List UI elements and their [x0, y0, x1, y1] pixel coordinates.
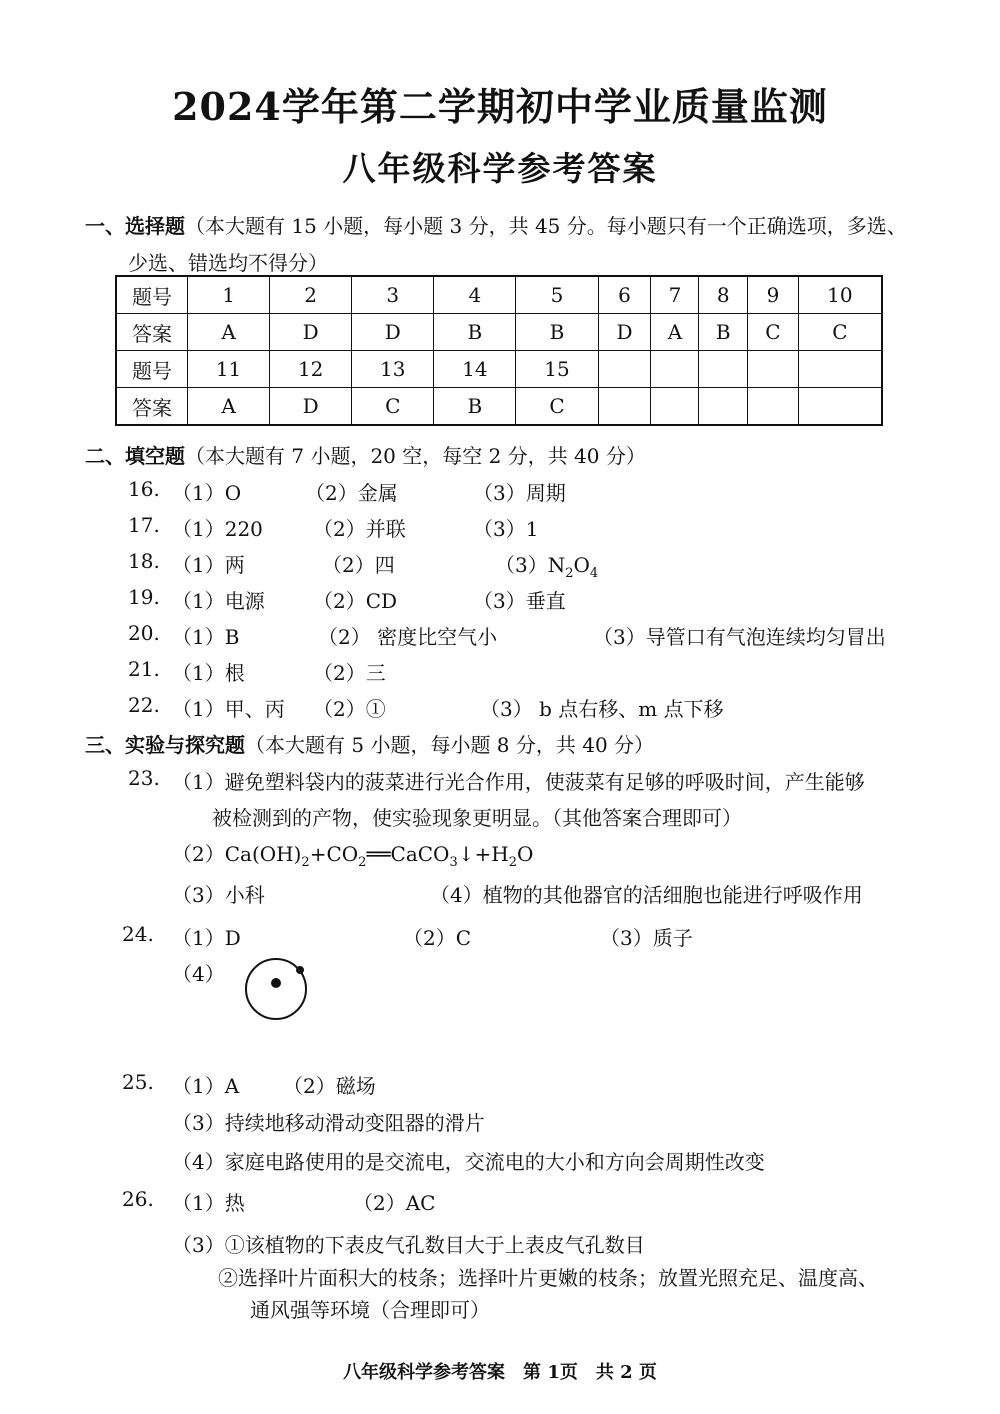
answer-cell: D [598, 314, 651, 351]
q18-answer-2: （2）四 [322, 553, 395, 577]
table-row [116, 351, 882, 388]
empty-cell [798, 351, 882, 388]
empty-cell [598, 388, 651, 426]
q24-number: 24. [122, 922, 154, 946]
row-label-answer: 答案 [116, 314, 188, 351]
q19-number: 19. [128, 585, 160, 609]
question-number: 10 [798, 276, 882, 314]
question-number: 3 [352, 276, 434, 314]
question-number: 4 [434, 276, 516, 314]
answer-cell: D [270, 314, 352, 351]
page-subtitle: 八年级科学参考答案 [342, 149, 658, 188]
q26-answer-2: （2）AC [353, 1191, 436, 1215]
q24-answer-2: （2）C [403, 926, 472, 950]
q16-answer-3: （3）周期 [473, 481, 566, 505]
answer-cell: A [651, 314, 699, 351]
page-title: 2024学年第二学期初中学业质量监测 [172, 84, 828, 129]
q22-answer-2: （2）① [313, 697, 386, 721]
question-number: 6 [598, 276, 651, 314]
choice-answer-table [115, 275, 883, 426]
q23-answer-4: （4）植物的其他器官的活细胞也能进行呼吸作用 [430, 883, 863, 907]
question-number: 11 [188, 351, 270, 388]
q26-answer-1: （1）热 [172, 1191, 245, 1215]
answer-cell: B [434, 314, 516, 351]
question-number: 5 [516, 276, 598, 314]
q22-number: 22. [128, 693, 160, 717]
answer-cell: C [748, 314, 799, 351]
table-row [116, 276, 882, 314]
answer-cell: C [352, 388, 434, 426]
q25-answer-4: （4）家庭电路使用的是交流电，交流电的大小和方向会周期性改变 [172, 1150, 765, 1174]
q19-answer-3: （3）垂直 [473, 589, 566, 613]
q21-answer-2: （2）三 [313, 661, 386, 685]
page-footer: 八年级科学参考答案 第 1页 共 2 页 [343, 1362, 657, 1383]
q22-answer-3: （3） b 点右移、m 点下移 [480, 697, 724, 721]
question-number: 7 [651, 276, 699, 314]
q23-answer-1-line1: （1）避免塑料袋内的菠菜进行光合作用，使菠菜有足够的呼吸时间，产生能够 [172, 770, 865, 794]
q23-answer-3: （3）小科 [172, 883, 265, 907]
question-number: 14 [434, 351, 516, 388]
q16-number: 16. [128, 477, 160, 501]
empty-cell [748, 388, 799, 426]
answer-cell: B [516, 314, 598, 351]
empty-cell [798, 388, 882, 426]
section3-heading: 三、实验与探究题 [85, 733, 245, 757]
q26-answer-3-line3: 通风强等环境（合理即可） [250, 1298, 490, 1322]
q25-answer-1: （1）A [172, 1074, 240, 1098]
question-number: 13 [352, 351, 434, 388]
q21-number: 21. [128, 657, 160, 681]
row-label-number: 题号 [116, 351, 188, 388]
q24-answer-3: （3）质子 [600, 926, 693, 950]
q20-answer-1: （1）B [172, 625, 240, 649]
section3-desc: （本大题有 5 小题，每小题 8 分，共 40 分） [245, 733, 655, 757]
section1-heading: 一、选择题 [85, 214, 185, 238]
question-number: 1 [188, 276, 270, 314]
row-label-answer: 答案 [116, 388, 188, 426]
q25-answer-3: （3）持续地移动滑动变阻器的滑片 [172, 1111, 485, 1135]
answer-cell: A [188, 388, 270, 426]
q16-answer-2: （2）金属 [305, 481, 398, 505]
empty-cell [651, 388, 699, 426]
empty-cell [598, 351, 651, 388]
atom-electron-dot [296, 966, 304, 974]
table-row [116, 388, 882, 426]
q17-answer-2: （2）并联 [313, 517, 406, 541]
q23-answer-2-equation: $(2)Ca(OH)_2+CO_2══CaCO_3↓+H_2O$ [172, 842, 534, 870]
answer-cell: B [434, 388, 516, 426]
section1-desc-line2: 少选、错选均不得分） [128, 251, 328, 275]
q18-answer-1: （1）两 [172, 553, 245, 577]
q25-answer-2: （2）磁场 [283, 1074, 376, 1098]
atom-nucleus-dot [271, 978, 281, 988]
q26-answer-3-line2: ②选择叶片面积大的枝条；选择叶片更嫩的枝条；放置光照充足、温度高、 [218, 1266, 878, 1290]
question-number: 2 [270, 276, 352, 314]
q18-number: 18. [128, 549, 160, 573]
q17-answer-1: （1）220 [172, 517, 263, 541]
answer-cell: A [188, 314, 270, 351]
q21-answer-1: （1）根 [172, 661, 245, 685]
empty-cell [748, 351, 799, 388]
empty-cell [651, 351, 699, 388]
q25-number: 25. [122, 1070, 154, 1094]
section3-header [85, 729, 654, 758]
answer-cell: D [352, 314, 434, 351]
section2-heading: 二、填空题 [85, 444, 185, 468]
q16-answer-1: （1）O [172, 481, 242, 505]
q19-answer-2: （2）CD [313, 589, 398, 613]
empty-cell [699, 351, 748, 388]
q26-answer-3-line1: （3）①该植物的下表皮气孔数目大于上表皮气孔数目 [172, 1233, 645, 1257]
answer-cell: D [270, 388, 352, 426]
section2-header [85, 440, 646, 469]
q22-answer-1: （1）甲、丙 [172, 697, 285, 721]
q23-number: 23. [128, 766, 160, 790]
row-label-number: 题号 [116, 276, 188, 314]
question-number: 8 [699, 276, 748, 314]
q20-answer-3: （3）导管口有气泡连续均匀冒出 [593, 625, 886, 649]
section1-desc-line1: （本大题有 15 小题，每小题 3 分，共 45 分。每小题只有一个正确选项，多选、 [185, 214, 907, 238]
q20-number: 20. [128, 621, 160, 645]
question-number: 9 [748, 276, 799, 314]
q24-answer-1: （1）D [172, 926, 241, 950]
empty-cell [699, 388, 748, 426]
question-number: 12 [270, 351, 352, 388]
section1-header [85, 210, 907, 239]
q18-answer-3: $(3)N_2O_4$ [495, 553, 599, 581]
answer-cell: B [699, 314, 748, 351]
q17-number: 17. [128, 513, 160, 537]
section2-desc: （本大题有 7 小题，20 空，每空 2 分，共 40 分） [185, 444, 646, 468]
answer-cell: C [516, 388, 598, 426]
q26-number: 26. [122, 1187, 154, 1211]
table-row [116, 314, 882, 351]
q20-answer-2: （2） 密度比空气小 [318, 625, 498, 649]
question-number: 15 [516, 351, 598, 388]
q24-answer-4: （4） [172, 962, 225, 986]
q23-answer-1-line2: 被检测到的产物，使实验现象更明显。（其他答案合理即可） [212, 806, 742, 830]
q19-answer-1: （1）电源 [172, 589, 265, 613]
answer-cell: C [798, 314, 882, 351]
q17-answer-3: （3）1 [473, 517, 539, 541]
